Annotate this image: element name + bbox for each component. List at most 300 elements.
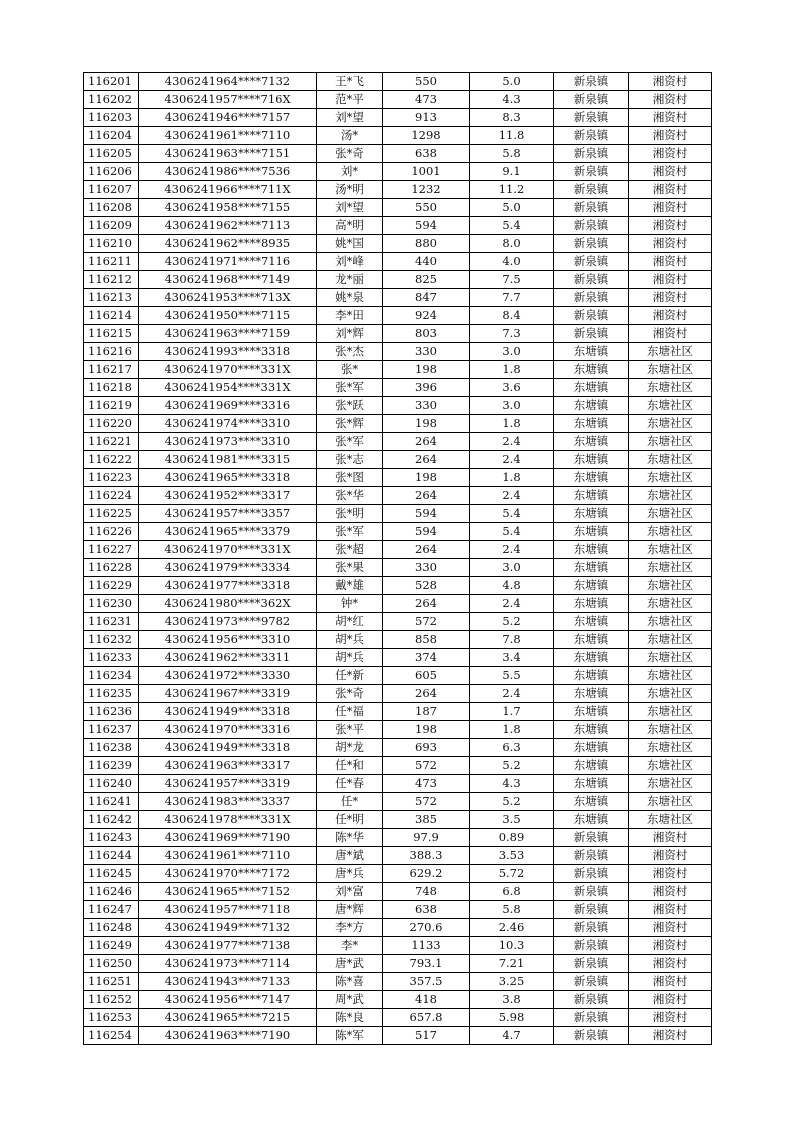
- person-name-cell: 范*平: [317, 91, 383, 109]
- id-number-cell: 4306241962****8935: [139, 235, 317, 253]
- town-cell: 新泉镇: [554, 73, 629, 91]
- amount-cell: 418: [383, 991, 470, 1009]
- person-name-cell: 陈*华: [317, 829, 383, 847]
- id-number-cell: 4306241949****3318: [139, 739, 317, 757]
- village-cell: 东塘社区: [629, 361, 712, 379]
- row-id-cell: 116228: [84, 559, 139, 577]
- amount-cell: 913: [383, 109, 470, 127]
- id-number-cell: 4306241963****7159: [139, 325, 317, 343]
- id-number-cell: 4306241986****7536: [139, 163, 317, 181]
- village-cell: 湘资村: [629, 109, 712, 127]
- value-cell: 3.0: [470, 397, 554, 415]
- value-cell: 3.5: [470, 811, 554, 829]
- table-row: [84, 703, 712, 721]
- row-id-cell: 116240: [84, 775, 139, 793]
- table-row: [84, 325, 712, 343]
- person-name-cell: 唐*兵: [317, 865, 383, 883]
- town-cell: 新泉镇: [554, 307, 629, 325]
- row-id-cell: 116227: [84, 541, 139, 559]
- row-id-cell: 116235: [84, 685, 139, 703]
- value-cell: 4.0: [470, 253, 554, 271]
- person-name-cell: 张*果: [317, 559, 383, 577]
- town-cell: 东塘镇: [554, 397, 629, 415]
- amount-cell: 1232: [383, 181, 470, 199]
- id-number-cell: 4306241970****331X: [139, 361, 317, 379]
- value-cell: 11.8: [470, 127, 554, 145]
- village-cell: 东塘社区: [629, 721, 712, 739]
- id-number-cell: 4306241969****3316: [139, 397, 317, 415]
- table-body: [84, 73, 712, 1045]
- row-id-cell: 116223: [84, 469, 139, 487]
- town-cell: 东塘镇: [554, 793, 629, 811]
- table-row: [84, 937, 712, 955]
- value-cell: 6.8: [470, 883, 554, 901]
- row-id-cell: 116208: [84, 199, 139, 217]
- person-name-cell: 李*: [317, 937, 383, 955]
- person-name-cell: 张*辉: [317, 415, 383, 433]
- id-number-cell: 4306241971****7116: [139, 253, 317, 271]
- village-cell: 湘资村: [629, 973, 712, 991]
- value-cell: 2.4: [470, 595, 554, 613]
- person-name-cell: 唐*武: [317, 955, 383, 973]
- id-number-cell: 4306241956****3310: [139, 631, 317, 649]
- village-cell: 东塘社区: [629, 487, 712, 505]
- town-cell: 新泉镇: [554, 181, 629, 199]
- row-id-cell: 116206: [84, 163, 139, 181]
- value-cell: 5.0: [470, 199, 554, 217]
- table-row: [84, 109, 712, 127]
- amount-cell: 550: [383, 73, 470, 91]
- table-row: [84, 757, 712, 775]
- amount-cell: 803: [383, 325, 470, 343]
- row-id-cell: 116229: [84, 577, 139, 595]
- row-id-cell: 116211: [84, 253, 139, 271]
- table-row: [84, 973, 712, 991]
- amount-cell: 1298: [383, 127, 470, 145]
- village-cell: 东塘社区: [629, 523, 712, 541]
- person-name-cell: 戴*雄: [317, 577, 383, 595]
- amount-cell: 550: [383, 199, 470, 217]
- value-cell: 5.4: [470, 523, 554, 541]
- village-cell: 东塘社区: [629, 739, 712, 757]
- village-cell: 东塘社区: [629, 559, 712, 577]
- row-id-cell: 116245: [84, 865, 139, 883]
- table-row: [84, 685, 712, 703]
- town-cell: 新泉镇: [554, 235, 629, 253]
- row-id-cell: 116252: [84, 991, 139, 1009]
- town-cell: 新泉镇: [554, 325, 629, 343]
- amount-cell: 264: [383, 595, 470, 613]
- amount-cell: 572: [383, 757, 470, 775]
- village-cell: 湘资村: [629, 235, 712, 253]
- amount-cell: 594: [383, 505, 470, 523]
- value-cell: 3.6: [470, 379, 554, 397]
- village-cell: 东塘社区: [629, 343, 712, 361]
- id-number-cell: 4306241956****7147: [139, 991, 317, 1009]
- amount-cell: 198: [383, 415, 470, 433]
- row-id-cell: 116222: [84, 451, 139, 469]
- value-cell: 7.7: [470, 289, 554, 307]
- person-name-cell: 任*明: [317, 811, 383, 829]
- table-row: [84, 631, 712, 649]
- amount-cell: 638: [383, 901, 470, 919]
- row-id-cell: 116232: [84, 631, 139, 649]
- id-number-cell: 4306241965****3379: [139, 523, 317, 541]
- amount-cell: 187: [383, 703, 470, 721]
- row-id-cell: 116209: [84, 217, 139, 235]
- table-row: [84, 487, 712, 505]
- id-number-cell: 4306241964****7132: [139, 73, 317, 91]
- person-name-cell: 任*和: [317, 757, 383, 775]
- id-number-cell: 4306241983****3337: [139, 793, 317, 811]
- table-row: [84, 577, 712, 595]
- person-name-cell: 张*志: [317, 451, 383, 469]
- id-number-cell: 4306241970****7172: [139, 865, 317, 883]
- id-number-cell: 4306241965****3318: [139, 469, 317, 487]
- id-number-cell: 4306241962****3311: [139, 649, 317, 667]
- table-row: [84, 865, 712, 883]
- table-row: [84, 163, 712, 181]
- amount-cell: 264: [383, 487, 470, 505]
- table-row: [84, 235, 712, 253]
- table-row: [84, 919, 712, 937]
- person-name-cell: 张*军: [317, 523, 383, 541]
- village-cell: 东塘社区: [629, 505, 712, 523]
- village-cell: 湘资村: [629, 865, 712, 883]
- id-number-cell: 4306241967****3319: [139, 685, 317, 703]
- id-number-cell: 4306241946****7157: [139, 109, 317, 127]
- village-cell: 湘资村: [629, 73, 712, 91]
- person-name-cell: 李*方: [317, 919, 383, 937]
- id-number-cell: 4306241952****3317: [139, 487, 317, 505]
- village-cell: 东塘社区: [629, 541, 712, 559]
- value-cell: 2.4: [470, 433, 554, 451]
- town-cell: 东塘镇: [554, 343, 629, 361]
- village-cell: 湘资村: [629, 325, 712, 343]
- value-cell: 0.89: [470, 829, 554, 847]
- person-name-cell: 任*福: [317, 703, 383, 721]
- town-cell: 东塘镇: [554, 379, 629, 397]
- row-id-cell: 116251: [84, 973, 139, 991]
- value-cell: 2.4: [470, 541, 554, 559]
- value-cell: 7.8: [470, 631, 554, 649]
- table-row: [84, 595, 712, 613]
- row-id-cell: 116203: [84, 109, 139, 127]
- table-row: [84, 559, 712, 577]
- amount-cell: 385: [383, 811, 470, 829]
- table-row: [84, 181, 712, 199]
- town-cell: 东塘镇: [554, 649, 629, 667]
- amount-cell: 572: [383, 793, 470, 811]
- town-cell: 东塘镇: [554, 487, 629, 505]
- town-cell: 新泉镇: [554, 271, 629, 289]
- row-id-cell: 116217: [84, 361, 139, 379]
- amount-cell: 594: [383, 217, 470, 235]
- village-cell: 东塘社区: [629, 811, 712, 829]
- table-row: [84, 721, 712, 739]
- village-cell: 东塘社区: [629, 649, 712, 667]
- table-row: [84, 469, 712, 487]
- village-cell: 东塘社区: [629, 667, 712, 685]
- town-cell: 东塘镇: [554, 415, 629, 433]
- id-number-cell: 4306241993****3318: [139, 343, 317, 361]
- table-row: [84, 739, 712, 757]
- town-cell: 新泉镇: [554, 109, 629, 127]
- amount-cell: 198: [383, 469, 470, 487]
- person-name-cell: 汤*: [317, 127, 383, 145]
- person-name-cell: 刘*峰: [317, 253, 383, 271]
- id-number-cell: 4306241965****7152: [139, 883, 317, 901]
- id-number-cell: 4306241953****713X: [139, 289, 317, 307]
- village-cell: 湘资村: [629, 145, 712, 163]
- town-cell: 新泉镇: [554, 973, 629, 991]
- row-id-cell: 116213: [84, 289, 139, 307]
- amount-cell: 388.3: [383, 847, 470, 865]
- town-cell: 东塘镇: [554, 577, 629, 595]
- row-id-cell: 116243: [84, 829, 139, 847]
- village-cell: 东塘社区: [629, 415, 712, 433]
- amount-cell: 330: [383, 343, 470, 361]
- row-id-cell: 116247: [84, 901, 139, 919]
- village-cell: 湘资村: [629, 919, 712, 937]
- amount-cell: 473: [383, 775, 470, 793]
- row-id-cell: 116248: [84, 919, 139, 937]
- value-cell: 1.8: [470, 721, 554, 739]
- value-cell: 3.8: [470, 991, 554, 1009]
- village-cell: 湘资村: [629, 289, 712, 307]
- row-id-cell: 116246: [84, 883, 139, 901]
- row-id-cell: 116205: [84, 145, 139, 163]
- id-number-cell: 4306241963****7190: [139, 1027, 317, 1045]
- row-id-cell: 116242: [84, 811, 139, 829]
- table-row: [84, 505, 712, 523]
- id-number-cell: 4306241958****7155: [139, 199, 317, 217]
- town-cell: 东塘镇: [554, 757, 629, 775]
- town-cell: 新泉镇: [554, 163, 629, 181]
- town-cell: 新泉镇: [554, 919, 629, 937]
- value-cell: 6.3: [470, 739, 554, 757]
- amount-cell: 880: [383, 235, 470, 253]
- amount-cell: 825: [383, 271, 470, 289]
- town-cell: 新泉镇: [554, 991, 629, 1009]
- village-cell: 湘资村: [629, 91, 712, 109]
- value-cell: 5.2: [470, 757, 554, 775]
- row-id-cell: 116230: [84, 595, 139, 613]
- amount-cell: 264: [383, 433, 470, 451]
- person-name-cell: 唐*辉: [317, 901, 383, 919]
- row-id-cell: 116254: [84, 1027, 139, 1045]
- village-cell: 湘资村: [629, 217, 712, 235]
- amount-cell: 97.9: [383, 829, 470, 847]
- town-cell: 新泉镇: [554, 217, 629, 235]
- id-number-cell: 4306241981****3315: [139, 451, 317, 469]
- amount-cell: 374: [383, 649, 470, 667]
- table-row: [84, 451, 712, 469]
- row-id-cell: 116231: [84, 613, 139, 631]
- person-name-cell: 汤*明: [317, 181, 383, 199]
- village-cell: 湘资村: [629, 829, 712, 847]
- person-name-cell: 任*: [317, 793, 383, 811]
- person-name-cell: 张*奇: [317, 685, 383, 703]
- row-id-cell: 116234: [84, 667, 139, 685]
- person-name-cell: 任*新: [317, 667, 383, 685]
- town-cell: 东塘镇: [554, 631, 629, 649]
- id-number-cell: 4306241973****7114: [139, 955, 317, 973]
- village-cell: 东塘社区: [629, 757, 712, 775]
- village-cell: 东塘社区: [629, 577, 712, 595]
- town-cell: 东塘镇: [554, 559, 629, 577]
- person-name-cell: 胡*兵: [317, 649, 383, 667]
- town-cell: 新泉镇: [554, 955, 629, 973]
- person-name-cell: 胡*兵: [317, 631, 383, 649]
- value-cell: 2.4: [470, 487, 554, 505]
- town-cell: 新泉镇: [554, 199, 629, 217]
- person-name-cell: 胡*龙: [317, 739, 383, 757]
- value-cell: 5.2: [470, 793, 554, 811]
- amount-cell: 440: [383, 253, 470, 271]
- id-number-cell: 4306241980****362X: [139, 595, 317, 613]
- town-cell: 新泉镇: [554, 1027, 629, 1045]
- value-cell: 9.1: [470, 163, 554, 181]
- village-cell: 湘资村: [629, 1027, 712, 1045]
- value-cell: 8.0: [470, 235, 554, 253]
- table-row: [84, 343, 712, 361]
- table-row: [84, 289, 712, 307]
- id-number-cell: 4306241969****7190: [139, 829, 317, 847]
- row-id-cell: 116237: [84, 721, 139, 739]
- value-cell: 5.5: [470, 667, 554, 685]
- amount-cell: 473: [383, 91, 470, 109]
- town-cell: 东塘镇: [554, 433, 629, 451]
- person-name-cell: 张*奇: [317, 145, 383, 163]
- village-cell: 湘资村: [629, 271, 712, 289]
- town-cell: 新泉镇: [554, 289, 629, 307]
- row-id-cell: 116221: [84, 433, 139, 451]
- town-cell: 东塘镇: [554, 739, 629, 757]
- amount-cell: 264: [383, 685, 470, 703]
- table-row: [84, 775, 712, 793]
- id-number-cell: 4306241970****3316: [139, 721, 317, 739]
- village-cell: 湘资村: [629, 883, 712, 901]
- amount-cell: 657.8: [383, 1009, 470, 1027]
- id-number-cell: 4306241966****711X: [139, 181, 317, 199]
- amount-cell: 517: [383, 1027, 470, 1045]
- row-id-cell: 116225: [84, 505, 139, 523]
- table-row: [84, 145, 712, 163]
- value-cell: 2.4: [470, 685, 554, 703]
- value-cell: 1.8: [470, 361, 554, 379]
- table-row: [84, 901, 712, 919]
- village-cell: 东塘社区: [629, 379, 712, 397]
- id-number-cell: 4306241957****716X: [139, 91, 317, 109]
- person-name-cell: 刘*望: [317, 199, 383, 217]
- value-cell: 5.2: [470, 613, 554, 631]
- town-cell: 新泉镇: [554, 883, 629, 901]
- amount-cell: 693: [383, 739, 470, 757]
- amount-cell: 264: [383, 541, 470, 559]
- value-cell: 2.46: [470, 919, 554, 937]
- village-cell: 东塘社区: [629, 631, 712, 649]
- amount-cell: 1133: [383, 937, 470, 955]
- id-number-cell: 4306241943****7133: [139, 973, 317, 991]
- village-cell: 东塘社区: [629, 793, 712, 811]
- amount-cell: 847: [383, 289, 470, 307]
- village-cell: 东塘社区: [629, 433, 712, 451]
- id-number-cell: 4306241950****7115: [139, 307, 317, 325]
- town-cell: 东塘镇: [554, 775, 629, 793]
- amount-cell: 330: [383, 559, 470, 577]
- table-row: [84, 1027, 712, 1045]
- value-cell: 3.0: [470, 343, 554, 361]
- id-number-cell: 4306241963****3317: [139, 757, 317, 775]
- value-cell: 5.0: [470, 73, 554, 91]
- town-cell: 新泉镇: [554, 91, 629, 109]
- person-name-cell: 张*图: [317, 469, 383, 487]
- person-name-cell: 刘*: [317, 163, 383, 181]
- value-cell: 5.4: [470, 217, 554, 235]
- person-name-cell: 张*跃: [317, 397, 383, 415]
- id-number-cell: 4306241978****331X: [139, 811, 317, 829]
- table-row: [84, 613, 712, 631]
- village-cell: 东塘社区: [629, 397, 712, 415]
- amount-cell: 748: [383, 883, 470, 901]
- table-row: [84, 217, 712, 235]
- value-cell: 11.2: [470, 181, 554, 199]
- town-cell: 东塘镇: [554, 811, 629, 829]
- table-row: [84, 811, 712, 829]
- person-name-cell: 张*军: [317, 433, 383, 451]
- person-name-cell: 姚*国: [317, 235, 383, 253]
- town-cell: 东塘镇: [554, 451, 629, 469]
- person-name-cell: 刘*辉: [317, 325, 383, 343]
- amount-cell: 198: [383, 361, 470, 379]
- village-cell: 湘资村: [629, 955, 712, 973]
- id-number-cell: 4306241963****7151: [139, 145, 317, 163]
- amount-cell: 528: [383, 577, 470, 595]
- town-cell: 东塘镇: [554, 595, 629, 613]
- town-cell: 东塘镇: [554, 721, 629, 739]
- value-cell: 3.25: [470, 973, 554, 991]
- town-cell: 新泉镇: [554, 829, 629, 847]
- id-number-cell: 4306241973****3310: [139, 433, 317, 451]
- row-id-cell: 116253: [84, 1009, 139, 1027]
- village-cell: 东塘社区: [629, 775, 712, 793]
- village-cell: 湘资村: [629, 181, 712, 199]
- value-cell: 3.4: [470, 649, 554, 667]
- id-number-cell: 4306241972****3330: [139, 667, 317, 685]
- table-row: [84, 361, 712, 379]
- id-number-cell: 4306241957****3319: [139, 775, 317, 793]
- town-cell: 新泉镇: [554, 901, 629, 919]
- person-name-cell: 张*杰: [317, 343, 383, 361]
- person-name-cell: 张*明: [317, 505, 383, 523]
- table-row: [84, 667, 712, 685]
- person-name-cell: 张*超: [317, 541, 383, 559]
- town-cell: 东塘镇: [554, 469, 629, 487]
- village-cell: 湘资村: [629, 937, 712, 955]
- records-table: [83, 72, 712, 1045]
- amount-cell: 330: [383, 397, 470, 415]
- row-id-cell: 116236: [84, 703, 139, 721]
- village-cell: 湘资村: [629, 901, 712, 919]
- id-number-cell: 4306241973****9782: [139, 613, 317, 631]
- person-name-cell: 陈*军: [317, 1027, 383, 1045]
- town-cell: 东塘镇: [554, 523, 629, 541]
- value-cell: 7.3: [470, 325, 554, 343]
- person-name-cell: 龙*丽: [317, 271, 383, 289]
- row-id-cell: 116224: [84, 487, 139, 505]
- town-cell: 新泉镇: [554, 127, 629, 145]
